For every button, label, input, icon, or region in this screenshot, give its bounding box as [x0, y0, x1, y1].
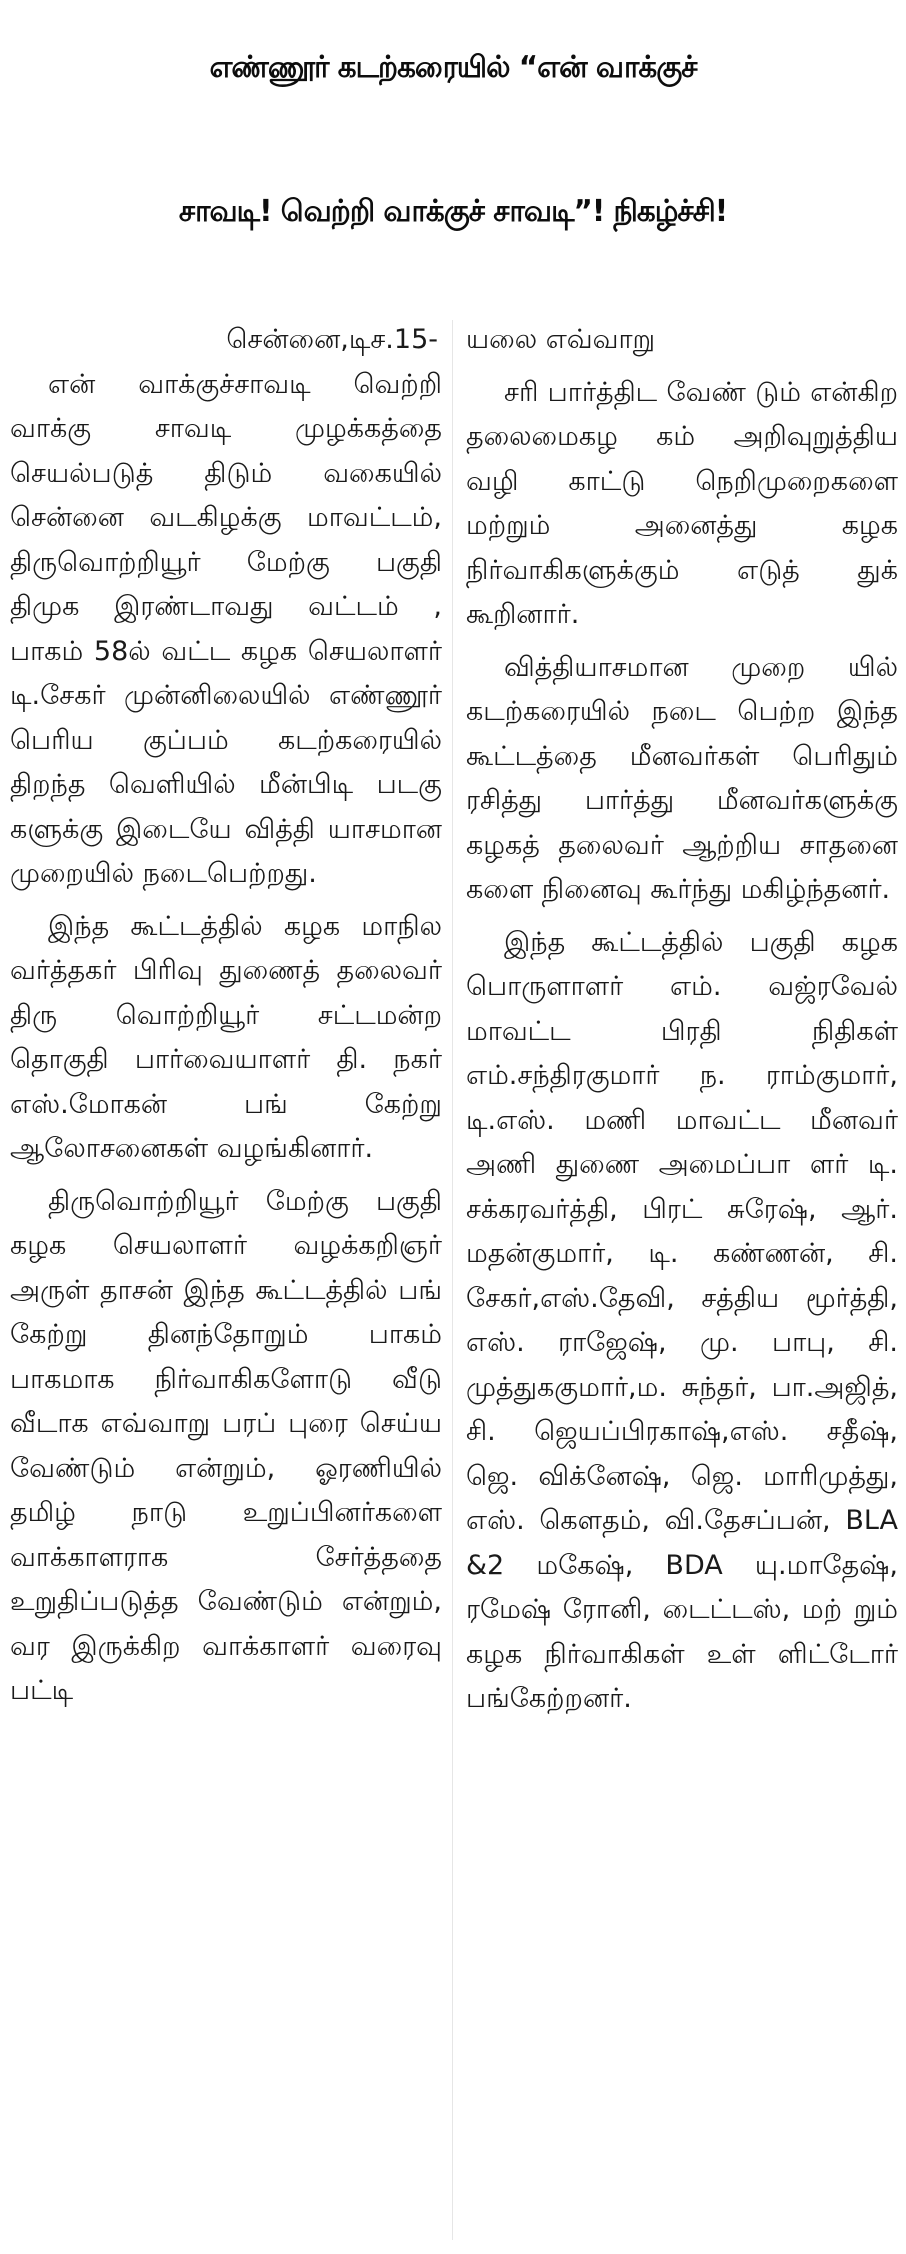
article-paragraph: சரி பார்த்திட வேண் டும் என்கிற தலைமைகழ கம் அறிவுறுத்திய வழி காட்டு நெறிமுறைகளை மற்றும் அனைத்து கழக நிர்வாகிகளுக்கும் எடுத் துக் கூறினார். — [466, 376, 898, 630]
article-paragraph: திருவொற்றியூர் மேற்கு பகுதி கழக செயலாளர் வழக்கறிஞர் அருள் தாசன் இந்த கூட்டத்தில் பங் கேற்று தினந்தோறும் பாகம் பாகமாக நிர்வாகிகளோடு வீடு வீடாக எவ்வாறு பரப் புரை செய்ய வேண்டும் என்றும், ஓரணியில் தமிழ் நாடு உறுப்பினர்களை வாக்காளராக சேர்த்ததை உறுதிப்படுத்த வேண்டும் என்றும், வர இருக்கிற வாக்காளர் வரைவு பட்டி — [10, 1185, 442, 1706]
article-paragraph: வித்தியாசமான முறை யில் கடற்கரையில் நடை பெற்ற இந்த கூட்டத்தை மீனவர்கள் பெரிதும் ரசித்து பார்த்து மீனவர்களுக்கு கழகத் தலைவர் ஆற்றிய சாதனை களை நினைவு கூர்ந்து மகிழ்ந்தனர். — [466, 651, 898, 905]
dateline: சென்னை,டிச.15- — [226, 324, 438, 355]
article-paragraph: இந்த கூட்டத்தில் கழக மாநில வர்த்தகர் பிரிவு துணைத் தலைவர் திரு வொற்றியூர் சட்டமன்ற தொகுதி பார்வையாளர் தி. நகர் எஸ்.மோகன் பங் கேற்று ஆலோசனைகள் வழங்கினார். — [10, 910, 442, 1164]
article-paragraph: என் வாக்குச்சாவடி வெற்றி வாக்கு சாவடி முழக்கத்தை செயல்படுத் திடும் வகையில் சென்னை வடகிழக்கு மாவட்டம், திருவொற்றியூர் மேற்கு பகுதி திமுக இரண்டாவது வட்டம் , பாகம் 58ல் வட்ட கழக செயலாளர் டி.சேகர் முன்னிலையில் எண்ணூர் பெரிய குப்பம் கடற்கரையில் திறந்த வெளியில் மீன்பிடி படகு களுக்கு இடையே வித்தி யாசமான முறையில் நடைபெற்றது. — [10, 368, 442, 889]
article-column-right — [466, 318, 898, 1722]
article-paragraph: இந்த கூட்டத்தில் பகுதி கழக பொருளாளர் எம். வஜ்ரவேல் மாவட்ட பிரதி நிதிகள் எம்.சந்திரகுமார் ந. ராம்குமார், டி.எஸ். மணி மாவட்ட மீனவர் அணி துணை அமைப்பா ளர் டி. சக்கரவர்த்தி, பிரட் சுரேஷ், ஆர். மதன்குமார், டி. கண்ணன், சி. சேகர்,எஸ்.தேவி, சத்திய மூர்த்தி, எஸ். ராஜேஷ், மு. பாபு, சி. முத்துககுமார்,ம. சுந்தர், பா.அஜித், சி. ஜெயப்பிரகாஷ்,எஸ். சதீஷ், ஜெ. விக்னேஷ், ஜெ. மாரிமுத்து, எஸ். கௌதம், வி.தேசப்பன், BLA &2 மகேஷ், BDA யு.மாதேஷ், ரமேஷ் ரோனி, டைட்டஸ், மற் றும் கழக நிர்வாகிகள் உள் ளிட்டோர் பங்கேற்றனர். — [466, 926, 898, 1714]
headline — [0, 0, 906, 300]
column-divider — [452, 320, 453, 2240]
headline-line-2: சாவடி! வெற்றி வாக்குச் சாவடி”! நிகழ்ச்சி! — [178, 194, 728, 229]
headline-line-1: எண்ணூர் கடற்கரையில் “என் வாக்குச் — [209, 50, 697, 85]
article-column-left — [10, 318, 442, 1714]
article-paragraph: யலை எவ்வாறு — [466, 324, 656, 355]
